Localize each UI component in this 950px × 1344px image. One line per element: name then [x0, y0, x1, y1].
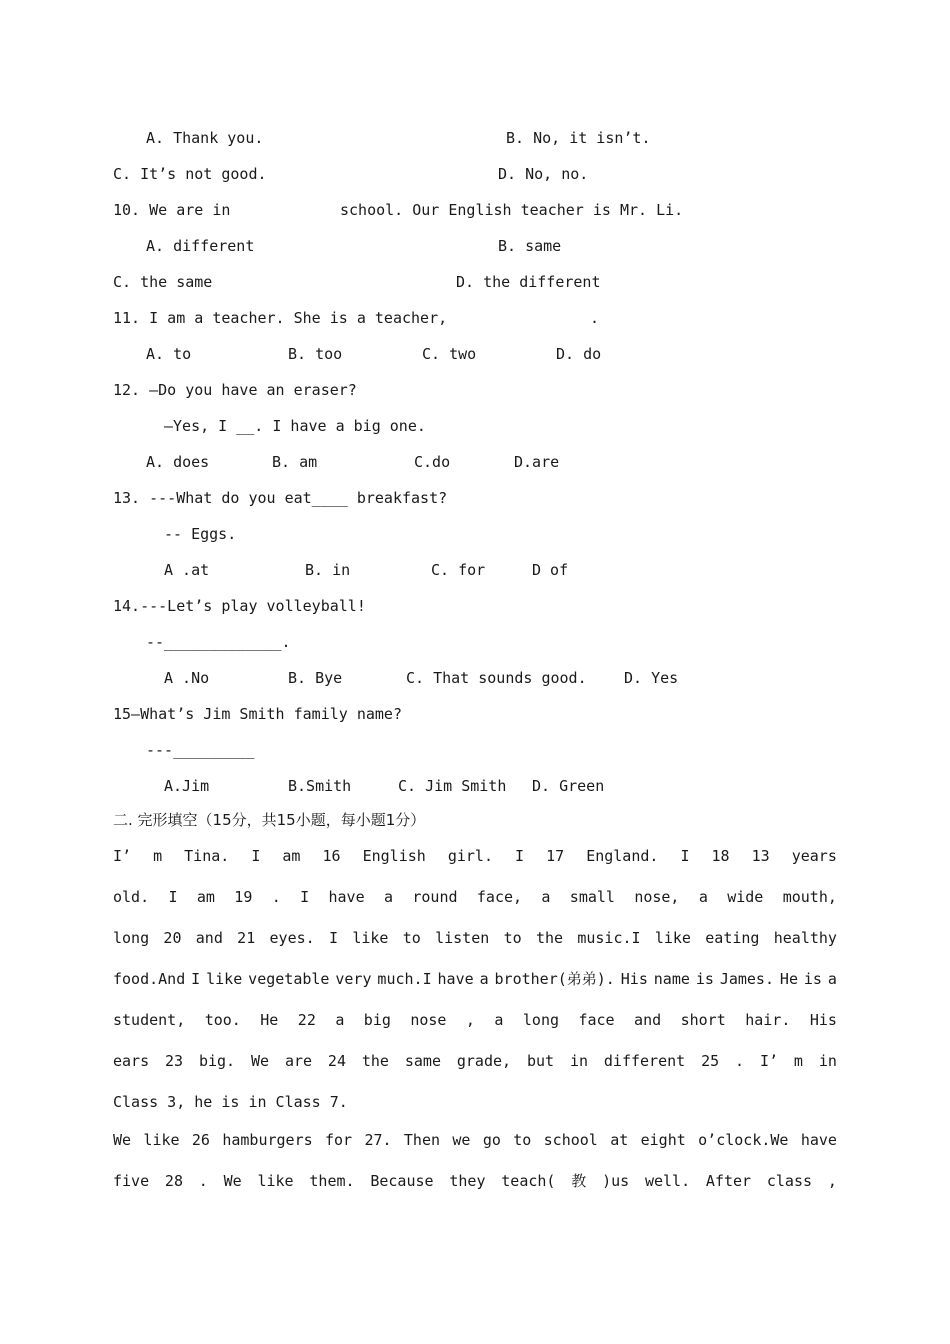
passage-line [113, 887, 837, 907]
q9-option-a: A. Thank you. [146, 129, 264, 147]
passage-word: class [766, 1172, 813, 1190]
passage-word: He [779, 970, 798, 988]
passage-word: mouth, [782, 888, 837, 906]
q11-stem-end: . [590, 309, 600, 327]
passage-word: face, [476, 888, 523, 906]
passage-word: short [680, 1011, 726, 1029]
passage-word: like [352, 929, 389, 947]
passage-word: much.I [377, 970, 432, 988]
passage-word: name [653, 970, 690, 988]
passage-word: music.I [577, 929, 641, 947]
passage-word: they [449, 1172, 486, 1190]
q12-option-a: A. does [146, 453, 210, 471]
passage-word: 教 [571, 1172, 587, 1190]
q11-option-c: C. two [422, 345, 477, 363]
passage-word: big. [198, 1052, 236, 1070]
q11-option-a: A. to [146, 345, 192, 363]
passage-line [113, 1171, 837, 1191]
passage-word: to [513, 1131, 532, 1149]
q13-option-a: A .at [164, 561, 210, 579]
passage-word: and [195, 929, 223, 947]
passage-word: at [610, 1131, 629, 1149]
passage-word: 25 [701, 1052, 720, 1070]
passage-word: James. [719, 970, 774, 988]
passage-word: . [198, 1172, 208, 1190]
passage-word: in [569, 1052, 588, 1070]
passage-word: vegetable [248, 970, 330, 988]
q13-option-b: B. in [305, 561, 351, 579]
passage-word: , [465, 1011, 475, 1029]
passage-word: like [257, 1172, 294, 1190]
passage-word: like [206, 970, 243, 988]
passage-word: England. [586, 847, 659, 865]
q10-option-b: B. same [498, 237, 562, 255]
q10-option-c: C. the same [113, 273, 213, 291]
passage-word: , [827, 1172, 837, 1190]
q9-option-b: B. No, it isn’t. [506, 129, 651, 147]
q15-option-a: A.Jim [164, 777, 210, 795]
passage-word: different [603, 1052, 686, 1070]
passage-word: face [578, 1011, 615, 1029]
q12-option-c: C.do [414, 453, 451, 471]
passage-word: o’clock.We [698, 1131, 789, 1149]
passage-word: very [335, 970, 372, 988]
section-heading: 二. 完形填空（15分，共15小题，每小题1分） [113, 811, 426, 829]
passage-word: We [223, 1172, 242, 1190]
passage-line [113, 846, 837, 866]
passage-line [113, 969, 837, 989]
passage-word: 27. [364, 1131, 392, 1149]
q15-reply: ---_________ [146, 741, 255, 759]
q10-stem-end: school. Our English teacher is Mr. Li. [340, 201, 684, 219]
q9-option-d: D. No, no. [498, 165, 589, 183]
q12-option-d: D.are [514, 453, 560, 471]
passage-word: long [522, 1011, 560, 1029]
passage-word: Tina. [184, 847, 230, 865]
passage-word: the [361, 1052, 389, 1070]
passage-word: like [654, 929, 691, 947]
passage-word: teach( [501, 1172, 556, 1190]
q13-option-c: C. for [431, 561, 486, 579]
q13-reply: -- Eggs. [164, 525, 237, 543]
passage-word: I [515, 847, 525, 865]
q14-reply: --_____________. [146, 633, 291, 651]
passage-word: small [569, 888, 615, 906]
passage-word: He [260, 1011, 279, 1029]
passage-word: to [402, 929, 421, 947]
q10-stem-start: 10. We are in [113, 201, 231, 219]
passage-word: a [335, 1011, 345, 1029]
q11-stem: 11. I am a teacher. She is a teacher, [113, 309, 448, 327]
q14-option-b: B. Bye [288, 669, 343, 687]
passage-word: eating [705, 929, 760, 947]
passage-word: 21 [237, 929, 256, 947]
passage-word: food.And [113, 970, 186, 988]
q15-option-d: D. Green [532, 777, 605, 795]
passage-word: His [620, 970, 648, 988]
passage-word: is [803, 970, 822, 988]
passage-word: am [282, 847, 301, 865]
passage-word: are [284, 1052, 313, 1070]
passage-word: is [695, 970, 714, 988]
passage-word: English [362, 847, 426, 865]
q12-reply: —Yes, I __. I have a big one. [164, 417, 426, 435]
q14-option-a: A .No [164, 669, 210, 687]
passage-line [113, 928, 837, 948]
passage-word: I’ [759, 1052, 778, 1070]
passage-word: big [363, 1011, 391, 1029]
passage-word: 26 [191, 1131, 210, 1149]
passage-word: years [791, 847, 837, 865]
passage-word: go [482, 1131, 501, 1149]
q13-stem: 13. ---What do you eat____ breakfast? [113, 489, 448, 507]
q10-option-d: D. the different [456, 273, 601, 291]
q15-option-c: C. Jim Smith [398, 777, 507, 795]
passage-word: listen [435, 929, 490, 947]
passage-word: have [800, 1131, 837, 1149]
passage-word: . [735, 1052, 745, 1070]
passage-word: After [705, 1172, 752, 1190]
passage-word: 24 [327, 1052, 346, 1070]
passage-word: I [680, 847, 690, 865]
passage-line [113, 1010, 837, 1030]
passage-word: I [251, 847, 261, 865]
passage-word: 28 [164, 1172, 183, 1190]
passage-word: a [494, 1011, 504, 1029]
q15-option-b: B.Smith [288, 777, 352, 795]
passage-word: to [503, 929, 522, 947]
passage-word: I’ [113, 847, 132, 865]
passage-word: His [809, 1011, 837, 1029]
passage-word: girl. [447, 847, 493, 865]
passage-word: 16 [322, 847, 341, 865]
passage-word: m [153, 847, 163, 865]
passage-word: we [452, 1131, 471, 1149]
passage-word: a [698, 888, 708, 906]
q11-option-b: B. too [288, 345, 343, 363]
passage-word: but [526, 1052, 555, 1070]
passage-word: a [383, 888, 394, 906]
passage-word: 20 [163, 929, 182, 947]
passage-word: We [250, 1052, 270, 1070]
passage-word: a [827, 970, 837, 988]
passage-word: We [113, 1131, 132, 1149]
passage-word: 17 [546, 847, 565, 865]
passage-word: have [328, 888, 365, 906]
q14-stem: 14.---Let’s play volleyball! [113, 597, 366, 615]
passage-word: hair. [745, 1011, 791, 1029]
q14-option-d: D. Yes [624, 669, 679, 687]
q9-option-c: C. It’s not good. [113, 165, 267, 183]
passage-word: have [437, 970, 474, 988]
passage-word: eight [640, 1131, 686, 1149]
q10-option-a: A. different [146, 237, 255, 255]
passage-word: Then [403, 1131, 441, 1149]
q12-option-b: B. am [272, 453, 318, 471]
passage-word: nose [410, 1011, 447, 1029]
passage-word: 23 [165, 1052, 184, 1070]
passage-word: ears [113, 1052, 150, 1070]
q11-option-d: D. do [556, 345, 602, 363]
passage-word: them. [309, 1172, 355, 1190]
passage-word: Because [370, 1172, 434, 1190]
passage-word: I [191, 970, 201, 988]
passage-word: same [404, 1052, 441, 1070]
passage-word: in [818, 1052, 837, 1070]
q14-option-c: C. That sounds good. [406, 669, 587, 687]
passage-word: wide [727, 888, 764, 906]
passage-word: I [168, 888, 178, 906]
passage-word: nose, [634, 888, 680, 906]
passage-word: student, [113, 1011, 186, 1029]
passage-word: 22 [297, 1011, 316, 1029]
passage-word: round [412, 888, 458, 906]
passage-word: I [328, 929, 339, 947]
passage-word: 18 [711, 847, 730, 865]
q13-option-d: D of [532, 561, 569, 579]
passage-word: too. [204, 1011, 241, 1029]
passage-line [113, 1130, 837, 1150]
passage-word: a [479, 970, 489, 988]
q12-stem: 12. —Do you have an eraser? [113, 381, 357, 399]
passage-word: I [300, 888, 310, 906]
passage-word: and [634, 1011, 662, 1029]
passage-word: brother(弟弟). [494, 970, 615, 988]
passage-word: for [325, 1131, 353, 1149]
passage-word: grade, [456, 1052, 512, 1070]
passage-word: the [535, 929, 564, 947]
passage-word: well. [644, 1172, 691, 1190]
passage-word: school [543, 1131, 598, 1149]
passage-word: healthy [773, 929, 837, 947]
passage-word: a [541, 888, 551, 906]
passage-line-last: Class 3, he is in Class 7. [113, 1093, 348, 1111]
passage-word: eyes. [269, 929, 315, 947]
q15-stem: 15—What’s Jim Smith family name? [113, 705, 402, 723]
passage-word: old. [113, 888, 150, 906]
passage-word: 13 [751, 847, 770, 865]
passage-word: like [143, 1131, 180, 1149]
passage-word: 19 [234, 888, 253, 906]
passage-word: am [196, 888, 215, 906]
passage-word: long [113, 929, 150, 947]
passage-line [113, 1051, 837, 1071]
passage-word: five [113, 1172, 150, 1190]
passage-word: hamburgers [222, 1131, 313, 1149]
passage-word: )us [602, 1172, 630, 1190]
passage-word: m [793, 1052, 803, 1070]
passage-word: . [271, 888, 281, 906]
